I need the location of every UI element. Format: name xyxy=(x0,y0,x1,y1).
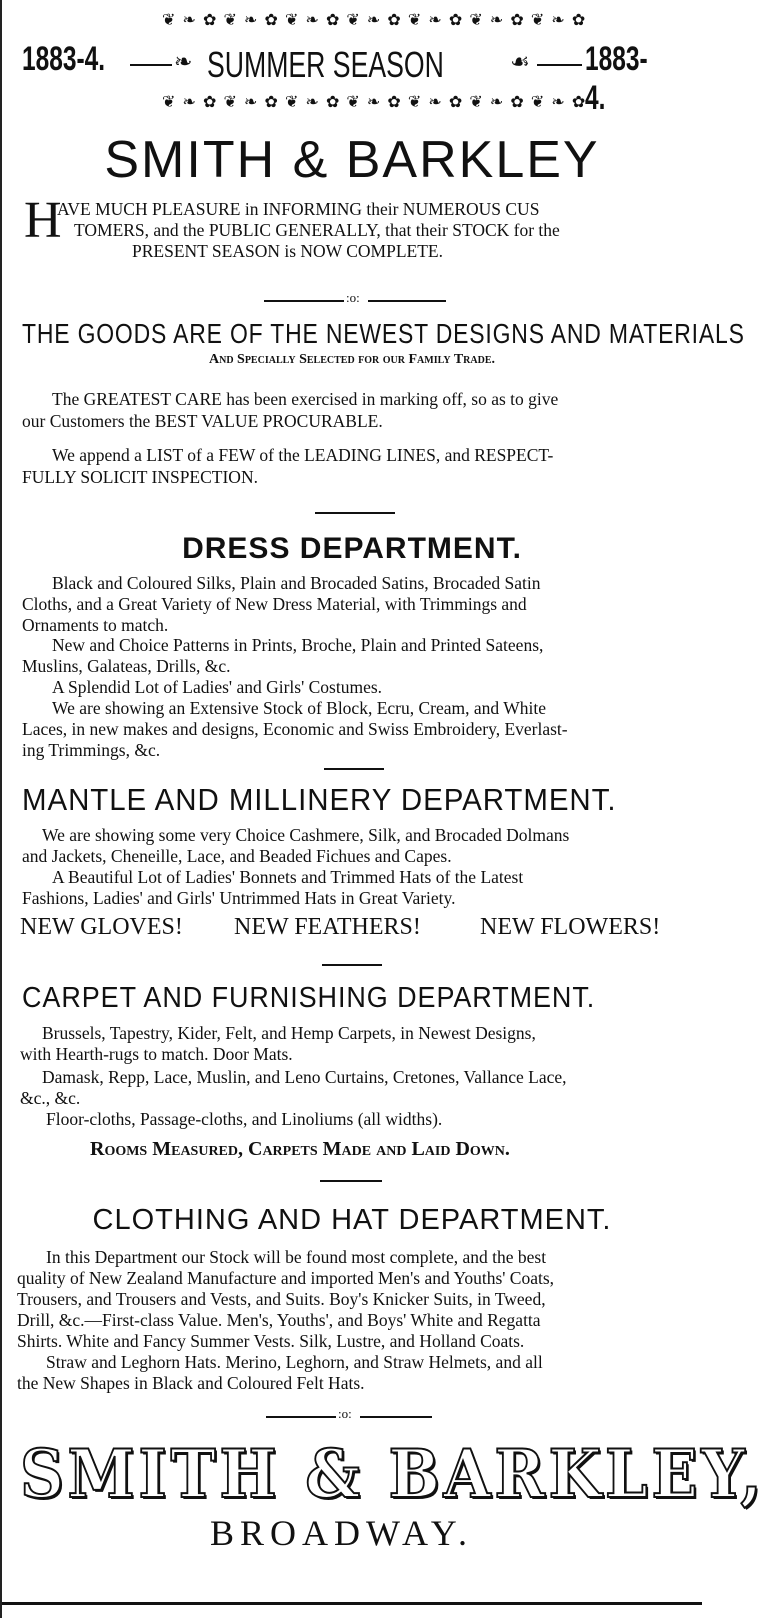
bottom-border xyxy=(2,1602,702,1605)
intro-line-3: PRESENT SEASON is NOW COMPLETE. xyxy=(132,241,443,261)
carpet-line-4: &c., &c. xyxy=(20,1088,81,1108)
separator-rule-left xyxy=(264,300,344,302)
banner-gloves: NEW GLOVES! xyxy=(20,914,183,940)
drop-cap: H xyxy=(24,192,62,249)
goods-subheading: And Specially Selected for our Family Trade. xyxy=(208,352,495,367)
dress-line-4: New and Choice Patterns in Prints, Broche, Plain and Printed Sateens, xyxy=(52,635,544,655)
footer-address: BROADWAY. xyxy=(210,1513,474,1553)
mantle-line-4: Fashions, Ladies' and Girls' Untrimmed Hats in Great Variety. xyxy=(22,888,456,908)
mantle-line-3: A Beautiful Lot of Ladies' Bonnets and Trimmed Hats of the Latest xyxy=(52,867,524,887)
append-line-1: We append a LIST of a FEW of the LEADING LINES, and RESPECT- xyxy=(52,445,554,465)
goods-heading: THE GOODS ARE OF THE NEWEST DESIGNS AND MATERIALS xyxy=(22,318,745,349)
dress-line-2: Cloths, and a Great Variety of New Dress Material, with Trimmings and xyxy=(22,594,527,614)
year-left: 1883-4. xyxy=(22,40,106,78)
clothing-line-6: Straw and Leghorn Hats. Merino, Leghorn, and Straw Helmets, and all xyxy=(46,1352,543,1372)
clothing-line-1: In this Department our Stock will be found most complete, and the best xyxy=(46,1247,547,1267)
separator-rule-left-2 xyxy=(266,1416,336,1418)
mantle-line-2: and Jackets, Cheneille, Lace, and Beaded Fichues and Capes. xyxy=(22,846,452,866)
append-line-2: FULLY SOLICIT INSPECTION. xyxy=(22,467,258,487)
clothing-line-2: quality of New Zealand Manufacture and imported Men's and Youths' Coats, xyxy=(17,1268,555,1288)
dress-line-9: ing Trimmings, &c. xyxy=(22,740,161,760)
dress-line-6: A Splendid Lot of Ladies' and Girls' Costumes. xyxy=(52,677,383,697)
carpet-heading: CARPET AND FURNISHING DEPARTMENT. xyxy=(22,982,596,1014)
mantle-line-1: We are showing some very Choice Cashmere, Silk, and Brocaded Dolmans xyxy=(42,825,570,845)
season-title: SUMMER SEASON xyxy=(207,44,444,85)
dress-heading: DRESS DEPARTMENT. xyxy=(182,532,522,565)
carpet-line-1: Brussels, Tapestry, Kider, Felt, and Hemp Carpets, in Newest Designs, xyxy=(42,1023,536,1043)
rule-after-carpet xyxy=(320,1180,382,1182)
clothing-line-3: Trousers, and Trousers and Vests, and Suits. Boy's Knicker Suits, in Tweed, xyxy=(17,1289,546,1309)
separator-rule-right-2 xyxy=(360,1416,432,1418)
header-dash-left xyxy=(130,64,172,66)
rule-after-mantle xyxy=(322,964,382,966)
separator-mark-2: :o: xyxy=(338,1406,352,1421)
separator-mark: :o: xyxy=(346,290,360,305)
banner-feathers: NEW FEATHERS! xyxy=(234,914,421,940)
separator-rule-right xyxy=(368,300,446,302)
dress-line-1: Black and Coloured Silks, Plain and Brocaded Satins, Brocaded Satin xyxy=(52,573,541,593)
carpet-line-2: with Hearth-rugs to match. Door Mats. xyxy=(20,1044,293,1064)
dress-line-8: Laces, in new makes and designs, Economic and Swiss Embroidery, Everlast- xyxy=(22,719,568,739)
main-title: SMITH & BARKLEY xyxy=(104,131,600,189)
banner-flowers: NEW FLOWERS! xyxy=(480,914,661,940)
carpet-line-5: Floor-cloths, Passage-cloths, and Linoliums (all widths). xyxy=(46,1109,443,1129)
care-line-1: The GREATEST CARE has been exercised in marking off, so as to give xyxy=(52,389,559,409)
mantle-heading: MANTLE AND MILLINERY DEPARTMENT. xyxy=(22,782,617,817)
carpet-line-3: Damask, Repp, Lace, Muslin, and Leno Curtains, Cretones, Vallance Lace, xyxy=(42,1067,567,1087)
year-right: 1883-4. xyxy=(585,40,648,117)
intro-line-1: AVE MUCH PLEASURE in INFORMING their NUMEROUS CUS xyxy=(57,199,540,219)
carpet-note: Rooms Measured, Carpets Made and Laid Down. xyxy=(90,1138,510,1160)
rule-after-goods xyxy=(315,512,395,514)
dress-line-3: Ornaments to match. xyxy=(22,615,169,635)
clothing-line-7: the New Shapes in Black and Coloured Felt Hats. xyxy=(17,1373,365,1393)
care-line-2: our Customers the BEST VALUE PROCURABLE. xyxy=(22,411,383,431)
dress-line-5: Muslins, Galateas, Drills, &c. xyxy=(22,656,231,676)
rule-after-dress xyxy=(324,768,384,770)
clothing-line-5: Shirts. White and Fancy Summer Vests. Silk, Lustre, and Holland Coats. xyxy=(17,1331,525,1351)
header-dash-right xyxy=(537,64,582,66)
intro-line-2: TOMERS, and the PUBLIC GENERALLY, that their STOCK for the xyxy=(74,220,560,240)
clothing-heading: CLOTHING AND HAT DEPARTMENT. xyxy=(92,1204,612,1236)
top-ornament: ❦ ❧ ✿ ❦ ❧ ✿ ❦ ❧ ✿ ❦ ❧ ✿ ❦ ❧ ✿ ❦ ❧ ✿ ❦ ❧ ✿ xyxy=(162,10,587,29)
footer-name: SMITH & BARKLEY, xyxy=(20,1435,765,1513)
dress-line-7: We are showing an Extensive Stock of Block, Ecru, Cream, and White xyxy=(52,698,546,718)
flourish-left-icon: ❧ xyxy=(174,50,193,75)
clothing-line-4: Drill, &c.—First-class Value. Men's, Youths', and Boys' White and Regatta xyxy=(17,1310,541,1330)
flourish-right-icon: ☙ xyxy=(510,50,530,75)
bottom-ornament: ❦ ❧ ✿ ❦ ❧ ✿ ❦ ❧ ✿ ❦ ❧ ✿ ❦ ❧ ✿ ❦ ❧ ✿ ❦ ❧ ✿ xyxy=(162,92,587,111)
